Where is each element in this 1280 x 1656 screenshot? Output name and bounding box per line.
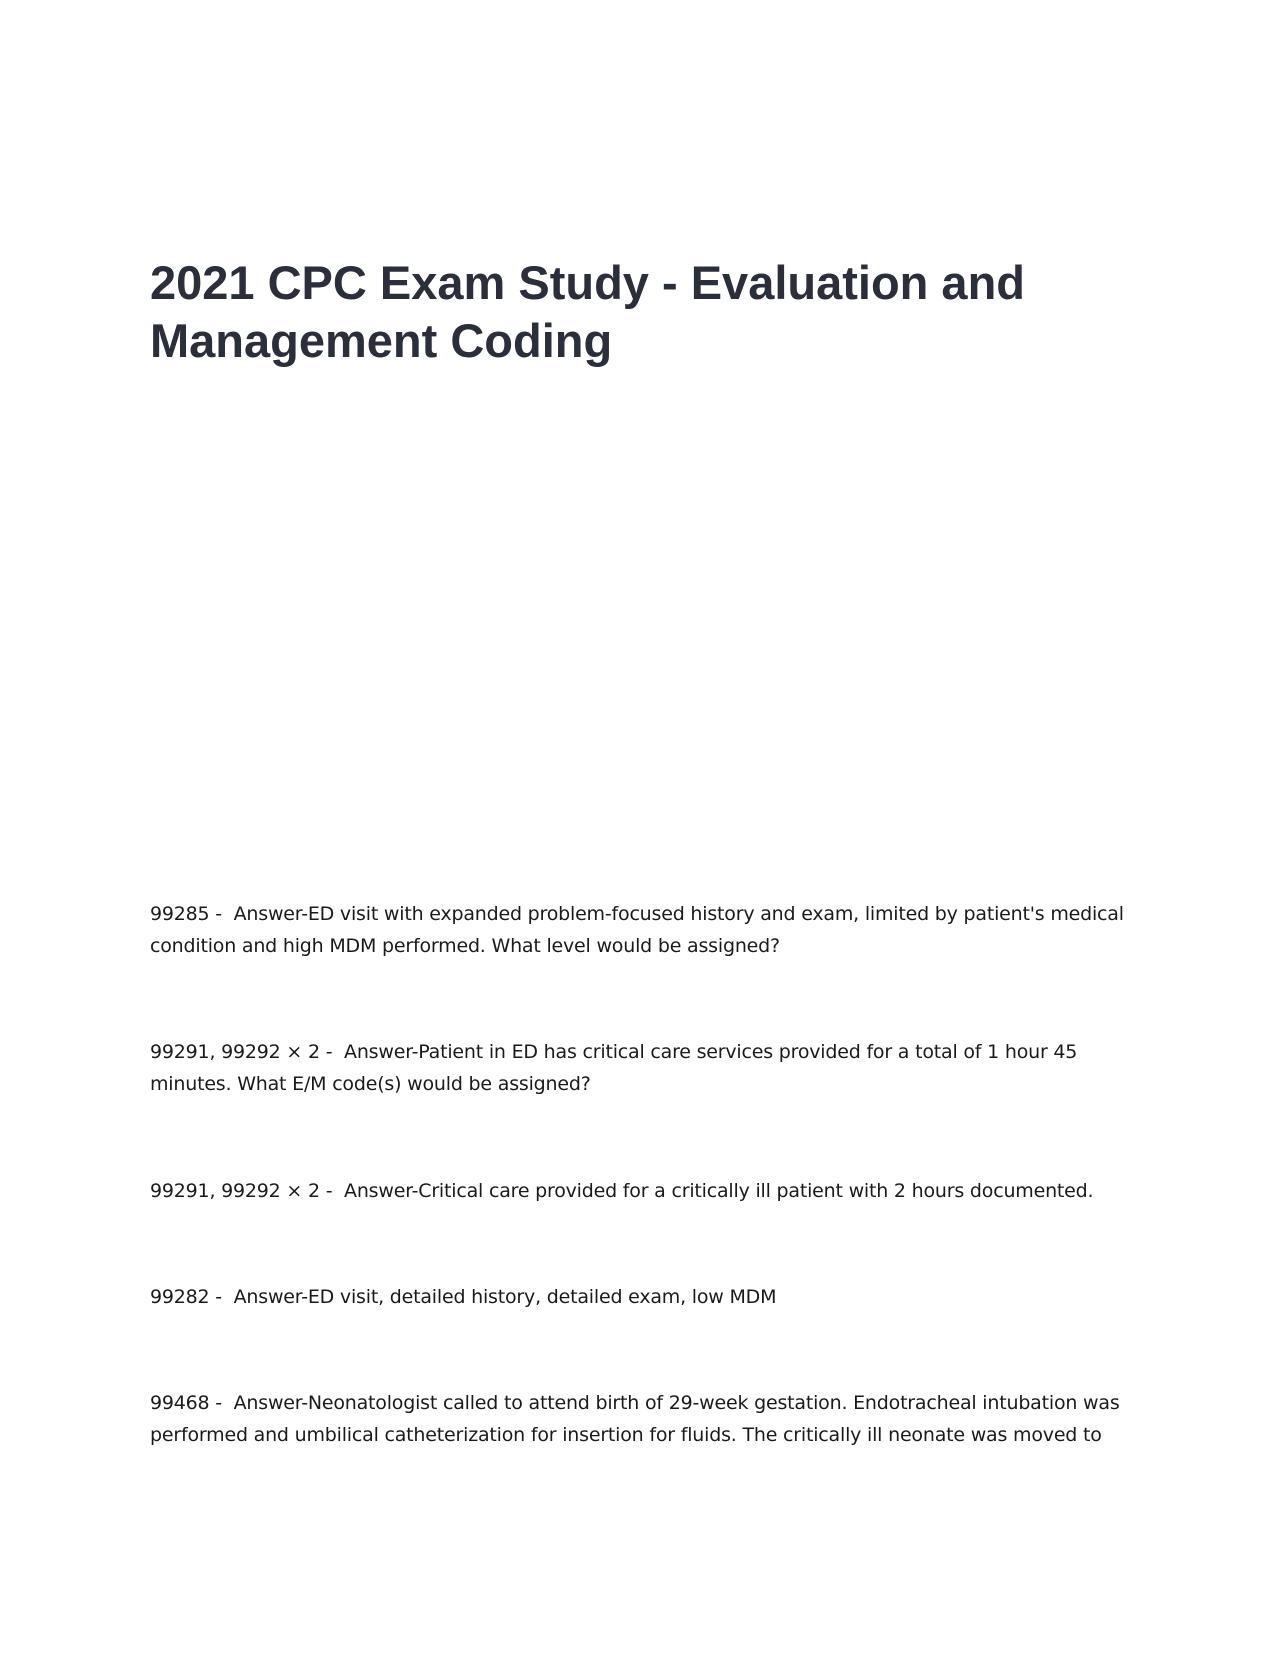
entry-text: Answer-Critical care provided for a critically ill patient with 2 hours documented.: [344, 1180, 1094, 1202]
entry-code: 99291, 99292 × 2 -: [150, 1180, 345, 1202]
entry-text: Answer-ED visit with expanded problem-focused history and exam, limited by patient's medical condition and high MDM performed. What level would be assigned?: [150, 903, 1124, 957]
entry-code: 99291, 99292 × 2 -: [150, 1041, 345, 1063]
qa-entry: [150, 1387, 1140, 1451]
document-title: 2021 CPC Exam Study - Evaluation and Management Coding: [150, 256, 1025, 367]
entry-code: 99282 -: [150, 1286, 234, 1308]
qa-entry: [150, 1281, 1140, 1313]
entry-code: 99285 -: [150, 903, 234, 925]
qa-entry: [150, 898, 1140, 962]
entry-text: Answer-Neonatologist called to attend birth of 29-week gestation. Endotracheal intubation was performed and umbilical catheterization for insertion for fluids. The critically ill neonate was moved to: [150, 1392, 1120, 1446]
qa-entry: [150, 1175, 1140, 1207]
entry-text: Answer-Patient in ED has critical care services provided for a total of 1 hour 45 minutes. What E/M code(s) would be assigned?: [150, 1041, 1078, 1095]
entry-code: 99468 -: [150, 1392, 234, 1414]
entry-text: Answer-ED visit, detailed history, detailed exam, low MDM: [233, 1286, 777, 1308]
qa-entry: [150, 1036, 1140, 1100]
